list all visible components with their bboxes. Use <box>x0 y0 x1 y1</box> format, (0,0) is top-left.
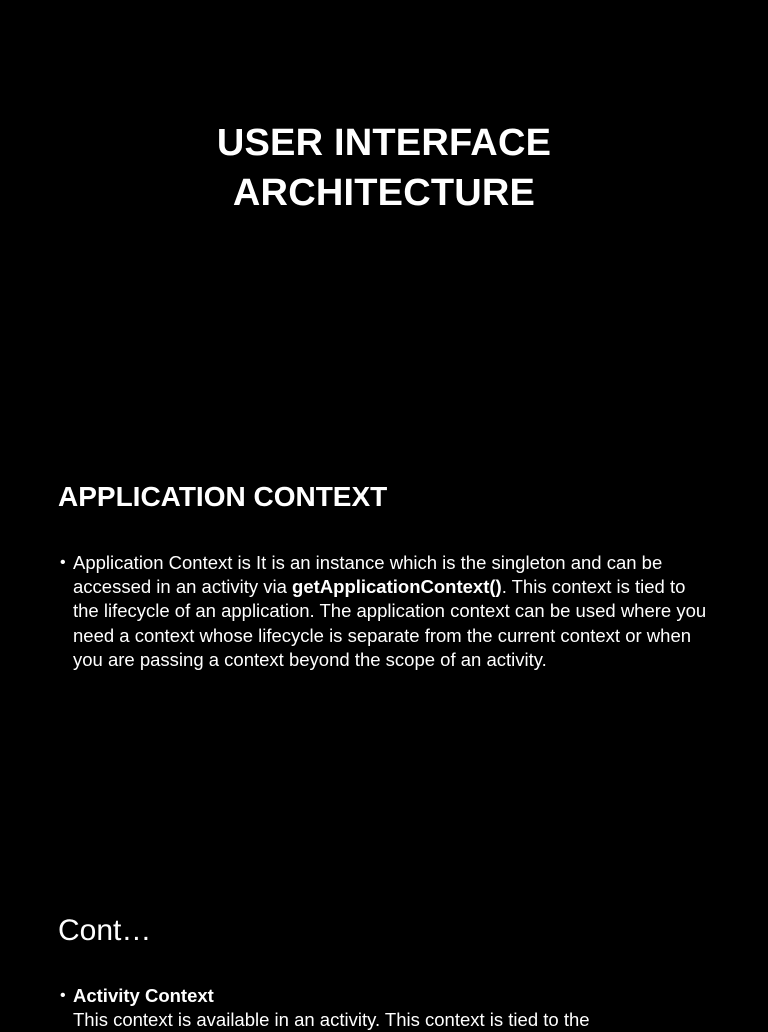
bullet-dot: • <box>60 987 66 1004</box>
bullet-paragraph <box>58 984 708 1032</box>
title-line-2: ARCHITECTURE <box>232 172 536 214</box>
bullet-code-term: getApplicationContext() <box>292 576 502 598</box>
bullet-body: This context is available in an activity. This context is tied to the <box>73 1009 590 1031</box>
title-slide <box>0 0 768 420</box>
slide-heading: APPLICATION CONTEXT <box>58 481 388 512</box>
bullet-text <box>73 551 708 672</box>
bullet-paragraph <box>58 551 708 672</box>
application-context-slide <box>0 420 768 890</box>
title-line-1: USER INTERFACE <box>216 122 552 164</box>
bullet-dot: • <box>60 554 66 571</box>
bullet-text-part-2: . This context is tied to the lifecycle of an application. The application context can be used where you need a context whose lifecycle is separate from the current context or when you are passing a context beyond the scope of an activity. <box>73 576 707 670</box>
slide-heading: Cont… <box>58 914 152 947</box>
bullet-text-part-1: Application Context is It is an instance which is the singleton and can be accessed in an activity via <box>73 552 663 598</box>
bullet-heading: Activity Context <box>73 985 214 1006</box>
activity-context-slide <box>0 890 768 1031</box>
bullet-text <box>73 984 708 1032</box>
page-title <box>0 118 768 218</box>
